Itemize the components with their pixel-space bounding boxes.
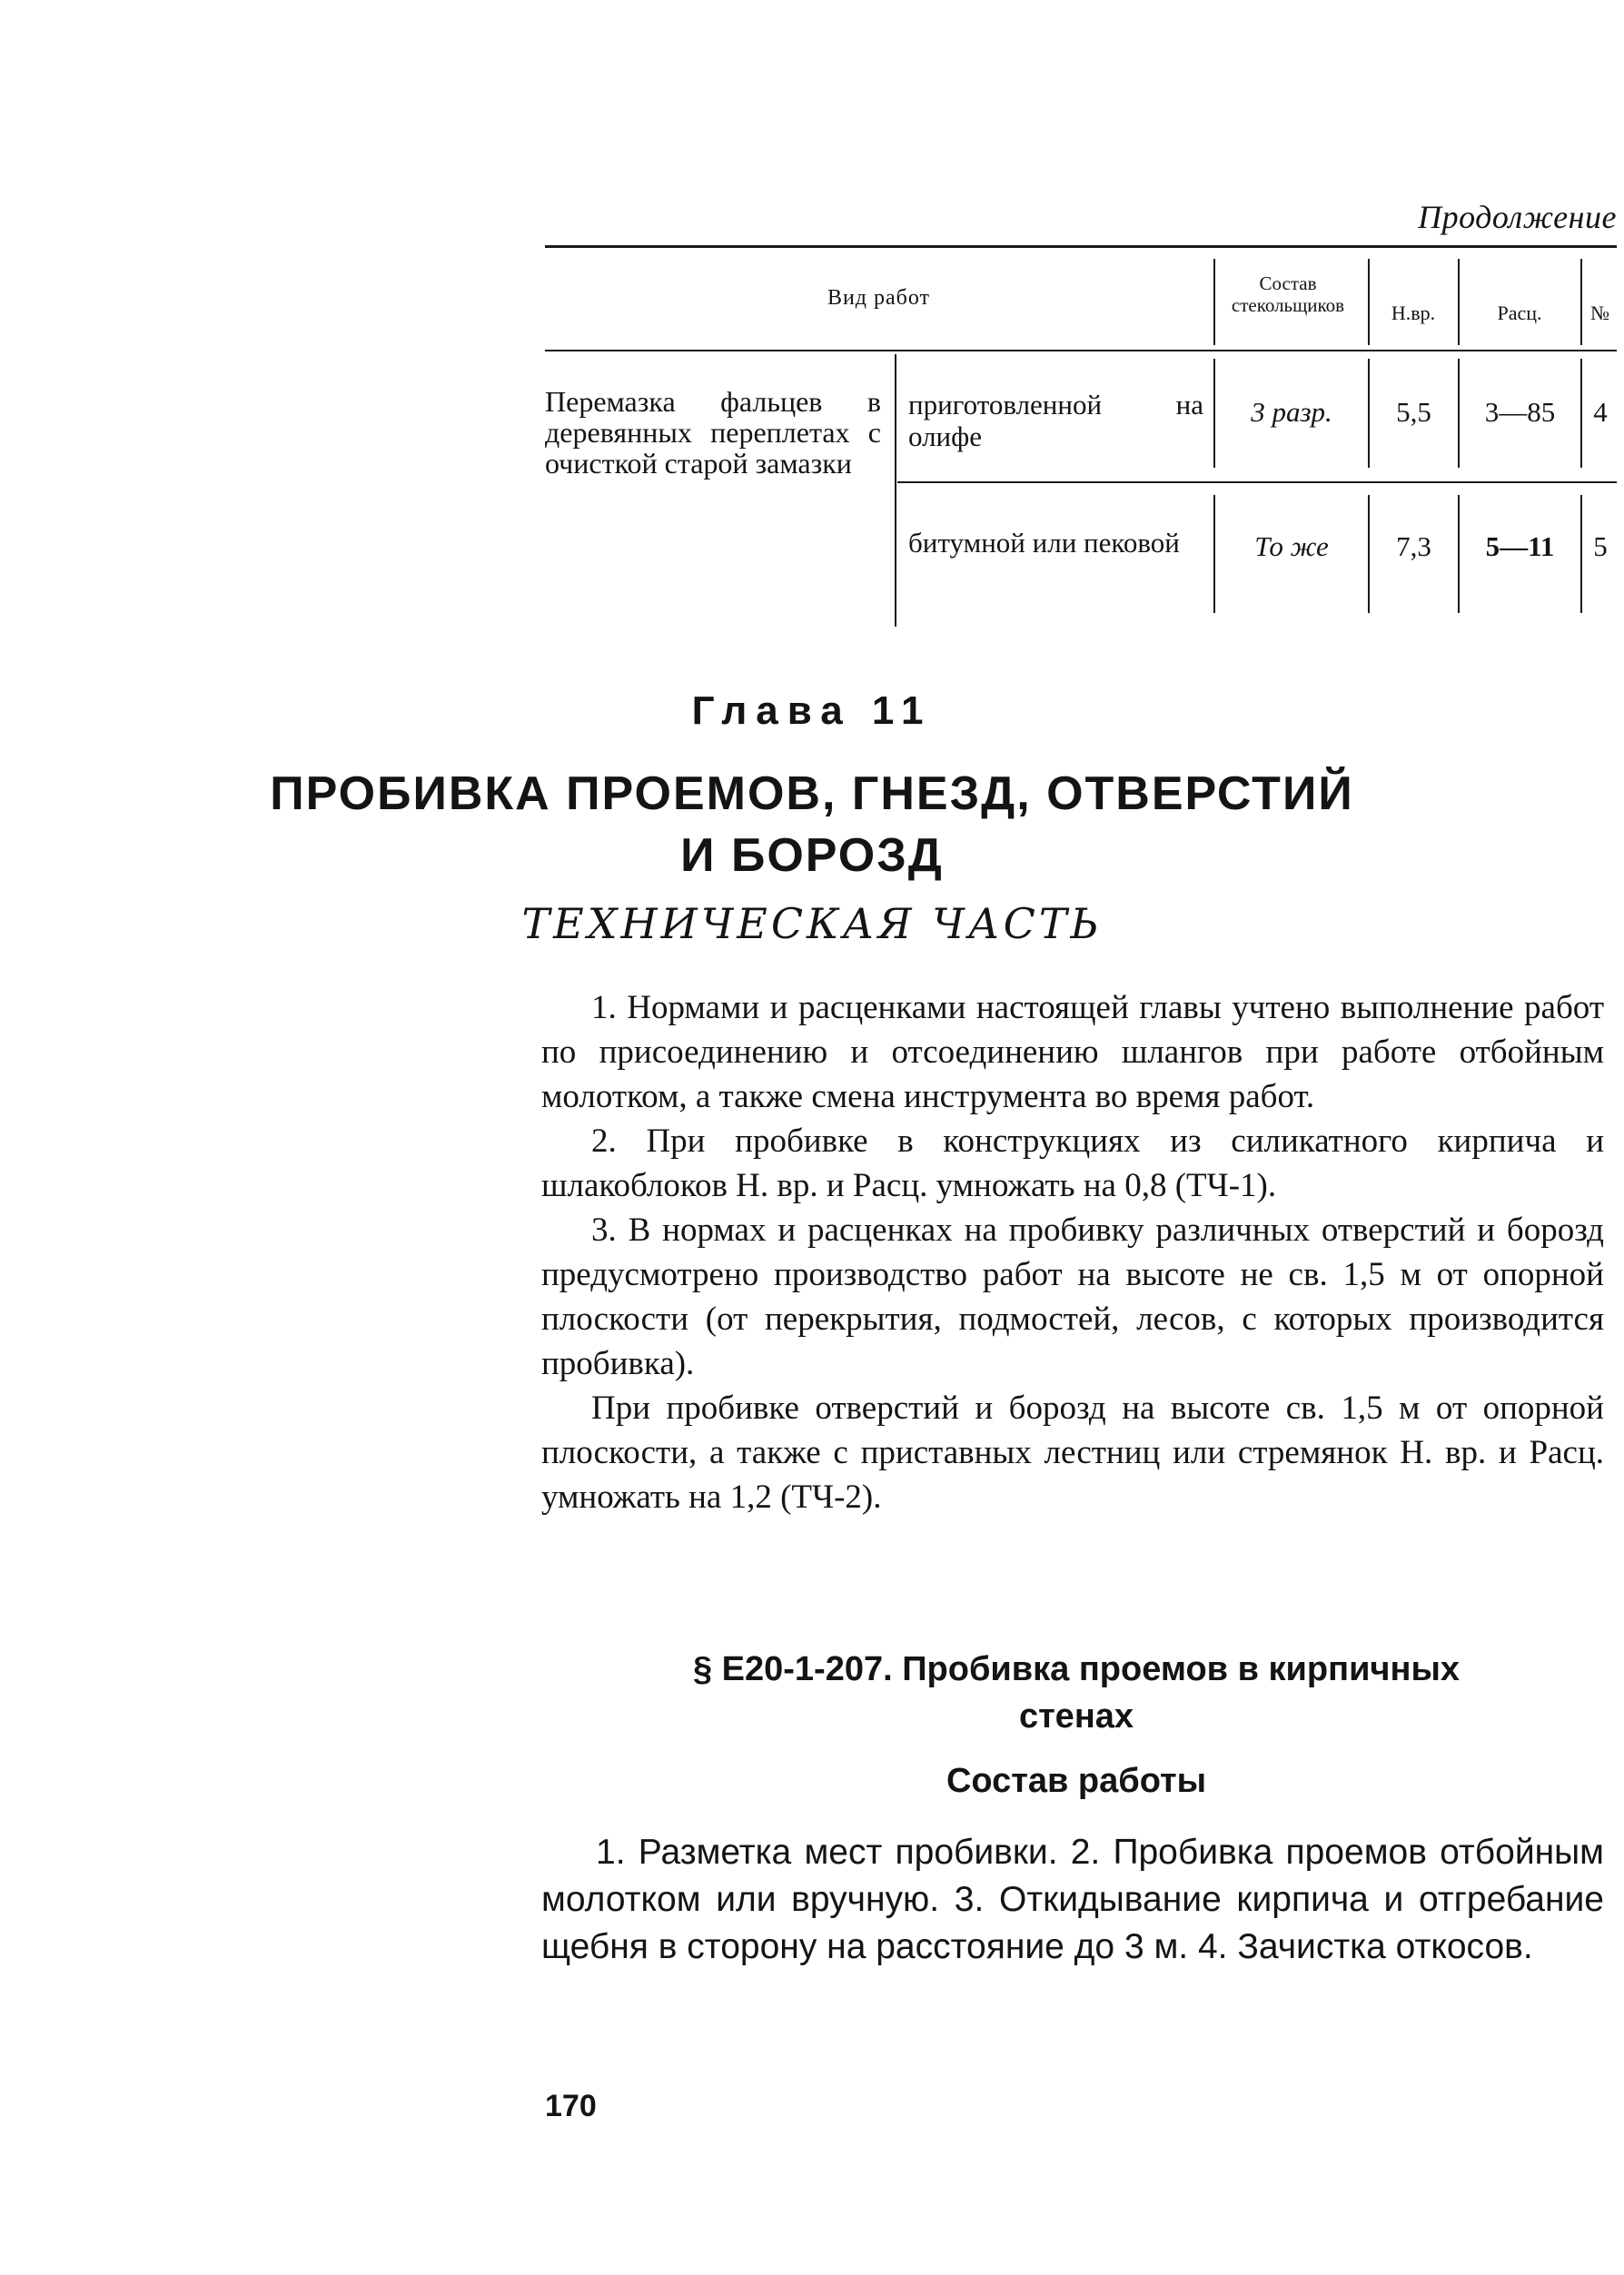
- header-divider: [1368, 259, 1370, 345]
- header-crew: Состав стекольщиков: [1231, 272, 1345, 316]
- section-title: [545, 1646, 1608, 1740]
- body-divider: [1213, 359, 1215, 468]
- table-row-1-subtype: приготовленной на олифе: [908, 389, 1203, 452]
- table-row-2-norm: 7,3: [1396, 530, 1431, 562]
- body-divider: [1458, 495, 1460, 613]
- table-row-2-rate: 5—11: [1485, 530, 1555, 562]
- chapter-label: Глава 11: [691, 688, 933, 733]
- technical-paragraph-4: При пробивке отверстий и борозд на высоте св. 1,5 м от опорной плоскости, а также с приставных лестниц или стремянок Н. вр. и Расц. умножать на 1,2 (ТЧ-2).: [541, 1390, 1604, 1516]
- chapter-title: [0, 763, 1624, 886]
- page-number: 170: [545, 2089, 597, 2123]
- header-divider: [1580, 259, 1582, 345]
- table-top-rule: [545, 245, 1617, 248]
- chapter-title-line-1: ПРОБИВКА ПРОЕМОВ, ГНЕЗД, ОТВЕРСТИЙ: [270, 767, 1354, 820]
- body-divider: [1213, 495, 1215, 613]
- table-row-1-crew: 3 разр.: [1251, 396, 1332, 428]
- continuation-label: Продолжение: [1418, 199, 1617, 235]
- body-divider: [1368, 359, 1370, 468]
- technical-part-heading: ТЕХНИЧЕСКАЯ ЧАСТЬ: [521, 899, 1103, 948]
- header-no: №: [1590, 302, 1609, 324]
- header-rate: Расц.: [1497, 302, 1542, 324]
- header-divider: [1458, 259, 1460, 345]
- body-divider: [1458, 359, 1460, 468]
- body-divider: [1368, 495, 1370, 613]
- table-row-2-subtype: битумной или пековой: [908, 527, 1180, 559]
- body-divider: [1580, 359, 1582, 468]
- table-row-1-no: 4: [1593, 396, 1608, 428]
- body-divider: [1580, 495, 1582, 613]
- chapter-title-line-2: И БОРОЗД: [680, 829, 944, 882]
- table-row-2-no: 5: [1593, 530, 1608, 562]
- header-norm: Н.вр.: [1391, 302, 1436, 324]
- technical-part-body: [541, 985, 1604, 1519]
- section-title-line-2: стенах: [1018, 1697, 1134, 1736]
- table-row-1-rate: 3—85: [1484, 396, 1556, 428]
- table-row-2-crew: То же: [1254, 530, 1329, 562]
- group-label: Перемазка фальцев в деревянных переплетах с очисткой старой замазки: [545, 385, 881, 480]
- row-rule: [897, 481, 1617, 483]
- composition-body: [541, 1829, 1604, 1971]
- header-work-type: Вид работ: [827, 286, 931, 310]
- header-divider: [1213, 259, 1215, 345]
- technical-paragraph-3: 3. В нормах и расценках на пробивку различных отверстий и борозд предусмотрено производство работ на высоте не св. 1,5 м от опорной плоскости (от перекрытия, подмостей, лесов, с которых производится пробивка).: [541, 1212, 1604, 1382]
- table-header-rule: [545, 350, 1617, 351]
- table-row-1-norm: 5,5: [1396, 396, 1431, 428]
- group-divider: [895, 354, 896, 627]
- composition-heading: Состав работы: [946, 1762, 1207, 1800]
- section-title-line-1: § Е20-1-207. Пробивка проемов в кирпичных: [692, 1650, 1461, 1688]
- technical-paragraph-1: 1. Нормами и расценками настоящей главы учтено выполнение работ по присоединению и отсоединению шлангов при работе отбойным молотком, а также смена инструмента во время работ.: [541, 989, 1604, 1115]
- technical-paragraph-2: 2. При пробивке в конструкциях из силикатного кирпича и шлакоблоков Н. вр. и Расц. умножать на 0,8 (ТЧ-1).: [541, 1123, 1604, 1204]
- composition-text: 1. Разметка мест пробивки. 2. Пробивка проемов отбойным молотком или вручную. 3. Откидывание кирпича и отгребание щебня в сторону на расстояние до 3 м. 4. Зачистка откосов.: [541, 1833, 1604, 1966]
